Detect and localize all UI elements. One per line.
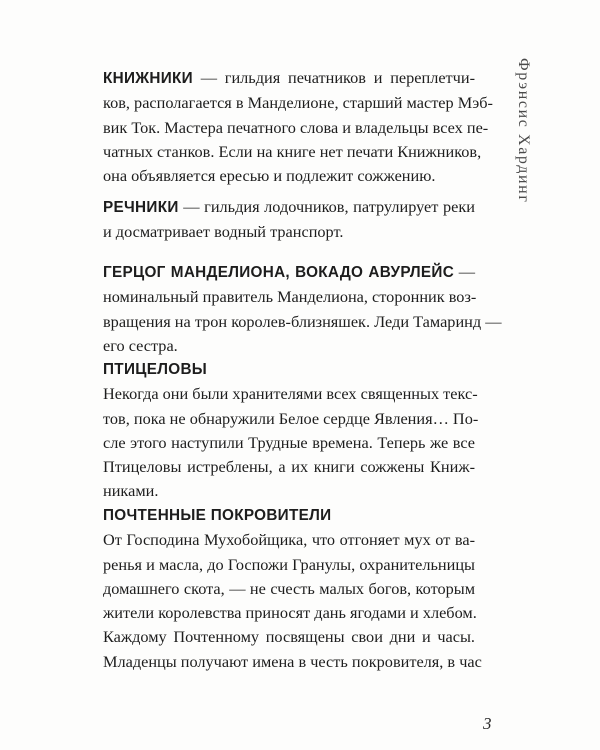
entry-line: его сестра.	[103, 335, 178, 355]
entry-line: Птицеловы истреблены, а их книги сожжены Книж-	[103, 457, 475, 477]
entry-term: КНИЖНИКИ	[103, 70, 193, 87]
entry-line: никами.	[103, 481, 159, 501]
entry-text: — гильдия печатников и переплетчи-	[192, 68, 475, 87]
entry-line	[103, 66, 475, 91]
glossary-entry-duke	[103, 260, 502, 358]
entry-line: жители королевства приносят дань ягодами и хлебом.	[103, 603, 477, 623]
entry-line	[103, 195, 475, 220]
entry-line: чатных станков. Если на книге нет печати Книжников,	[103, 141, 482, 161]
glossary-entry-knizhniki	[103, 66, 493, 188]
entry-line: домашнего скота, — не счесть малых богов, которым	[103, 578, 475, 598]
running-head: Фрэнсис Хардинг	[515, 58, 532, 204]
entry-text: — гильдия лодочников, патрулирует реки	[178, 197, 475, 216]
entry-line: сле этого наступили Трудные времена. Теперь же все	[103, 432, 475, 452]
entry-line: Каждому Почтенному посвящены свои дни и часы.	[103, 627, 475, 647]
entry-text: —	[454, 262, 475, 281]
entry-line: вик Ток. Мастера печатного слова и владельцы всех пе-	[103, 117, 489, 137]
entry-line: номинальный правитель Манделиона, сторонник воз-	[103, 287, 477, 307]
glossary-entry-patrons	[103, 504, 482, 674]
entry-term: ПТИЦЕЛОВЫ	[103, 361, 208, 378]
entry-line: Некогда они были хранителями всех священных текс-	[103, 384, 478, 404]
glossary-entry-rechniki	[103, 195, 475, 245]
entry-term: ПОЧТЕННЫЕ ПОКРОВИТЕЛИ	[103, 507, 332, 524]
page-number: 3	[483, 714, 492, 733]
entry-line: ренья и масла, до Госпожи Гранулы, охранительницы	[103, 554, 475, 574]
entry-line	[103, 260, 475, 285]
entry-line: она объявляется ересью и подлежит сожжению.	[103, 166, 436, 186]
entry-line: тов, пока не обнаружили Белое сердце Явления… По-	[103, 408, 479, 428]
entry-line: От Господина Мухобойщика, что отгоняет мух от ва-	[103, 530, 475, 550]
glossary-entry-pticelovy	[103, 358, 479, 504]
entry-line: Младенцы получают имена в честь покровителя, в час	[103, 651, 482, 671]
entry-line: ков, располагается в Манделионе, старший мастер Мэб-	[103, 93, 493, 113]
entry-line: вращения на трон королев-близняшек. Леди Тамаринд —	[103, 311, 502, 331]
entry-line: и досматривает водный транспорт.	[103, 222, 344, 242]
entry-term: ГЕРЦОГ МАНДЕЛИОНА, ВОКАДО АВУРЛЕЙС	[103, 264, 455, 281]
entry-term: РЕЧНИКИ	[103, 199, 179, 216]
